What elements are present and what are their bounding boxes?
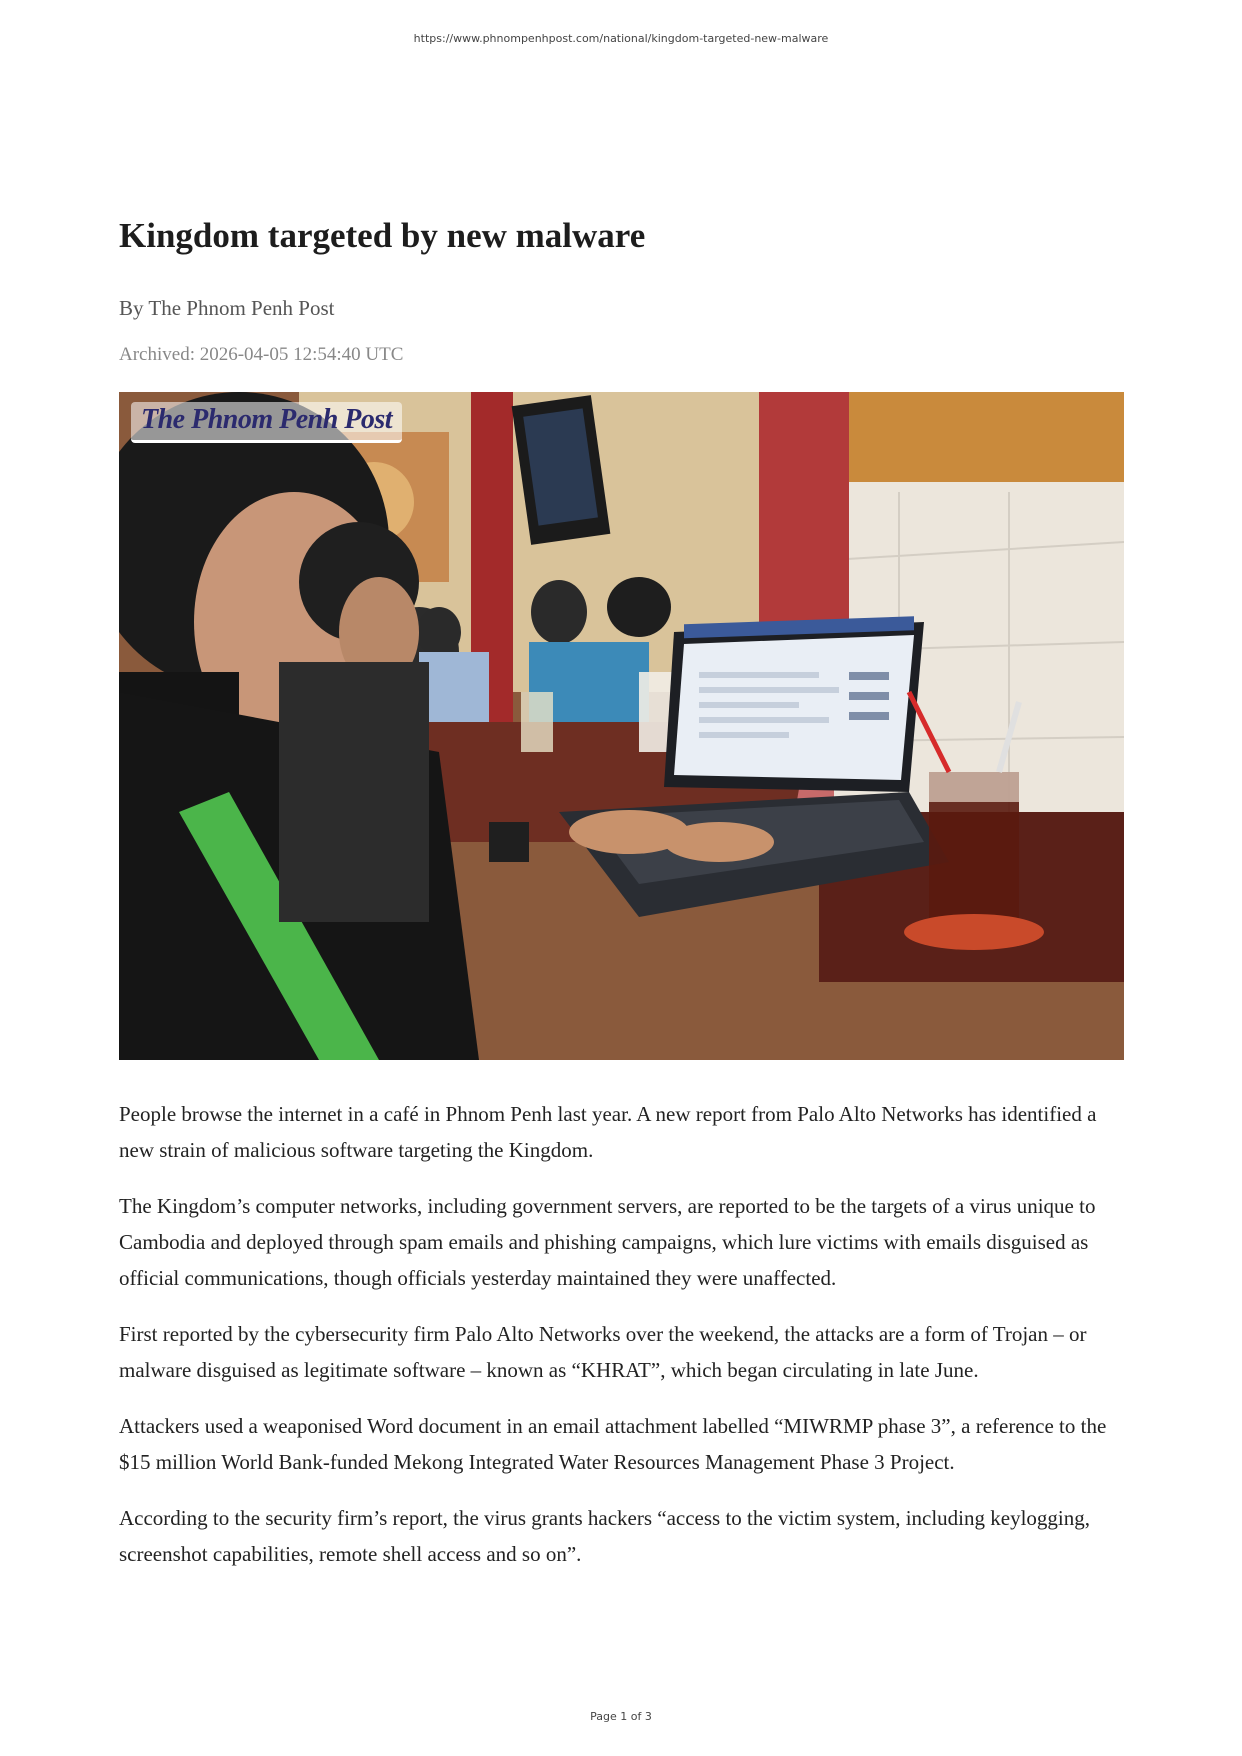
page-number: Page 1 of 3 <box>590 1710 652 1723</box>
article-paragraph: Attackers used a weaponised Word document in an email attachment labelled “MIWRMP phase 3”, a reference to the $15 million World Bank-funded Mekong Integrated Water Resources Management Phase 3 Project. <box>119 1414 1107 1474</box>
article-paragraph: People browse the internet in a café in Phnom Penh last year. A new report from Palo Alto Networks has identified a new strain of malicious software targeting the Kingdom. <box>119 1102 1097 1162</box>
article <box>119 212 1124 1592</box>
article-photo <box>119 392 1124 1060</box>
article-byline: By The Phnom Penh Post <box>119 296 335 320</box>
article-paragraph: The Kingdom’s computer networks, including government servers, are reported to be the targets of a virus unique to Cambodia and deployed through spam emails and phishing campaigns, which lure victims with emails disguised as official communications, though officials yesterday maintained they were unaffected. <box>119 1194 1096 1290</box>
archived-timestamp: Archived: 2026-04-05 12:54:40 UTC <box>119 344 404 365</box>
source-url: https://www.phnompenhpost.com/national/kingdom-targeted-new-malware <box>413 32 829 45</box>
article-title: Kingdom targeted by new malware <box>119 216 646 255</box>
article-paragraph: First reported by the cybersecurity firm Palo Alto Networks over the weekend, the attacks are a form of Trojan – or malware disguised as legitimate software – known as “KHRAT”, which began circulating in late June. <box>119 1322 1087 1382</box>
article-paragraph: According to the security firm’s report, the virus grants hackers “access to the victim system, including keylogging, screenshot capabilities, remote shell access and so on”. <box>119 1506 1091 1566</box>
cafe-photo-illustration <box>119 392 1124 1060</box>
phnom-penh-post-logo: The Phnom Penh Post <box>131 402 402 443</box>
